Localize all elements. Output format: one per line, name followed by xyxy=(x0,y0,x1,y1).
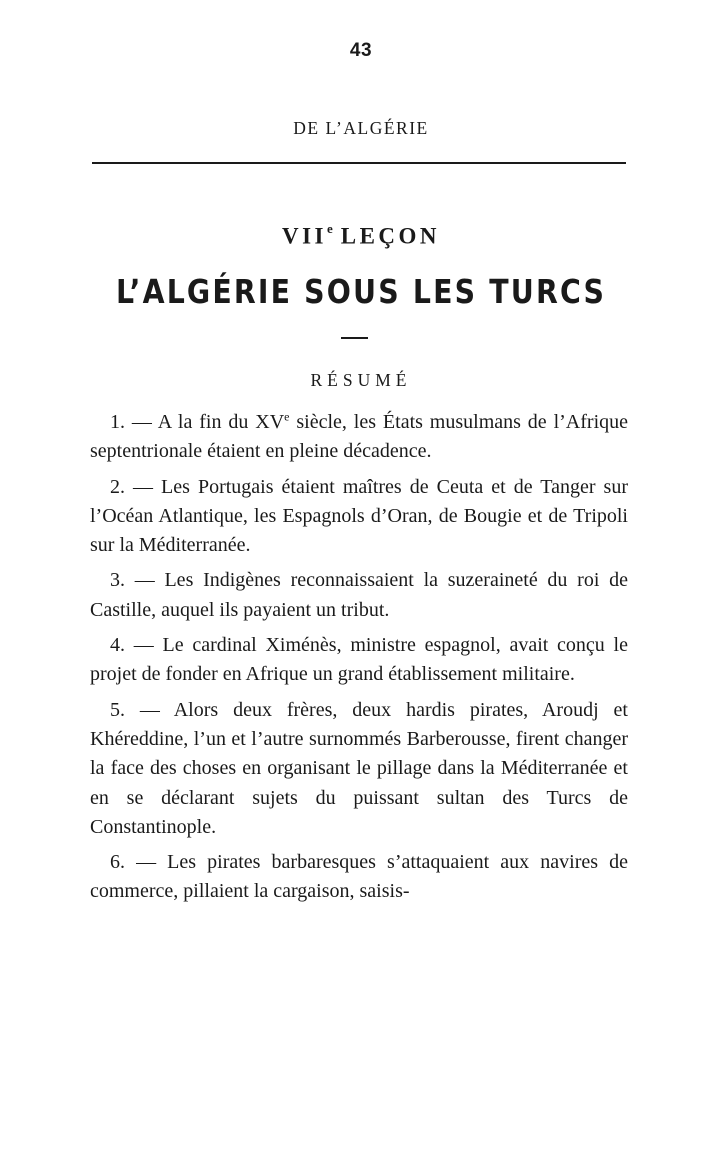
title-rule xyxy=(341,337,368,339)
paragraph-text: 6. — Les pirates barbaresques s’attaquaient aux navires de commerce, pillaient la cargaison, saisis- xyxy=(90,851,628,903)
lesson-word: LEÇON xyxy=(340,223,441,249)
lesson-title xyxy=(0,223,722,250)
header-rule xyxy=(92,162,626,164)
summary-paragraph-2 xyxy=(90,473,628,561)
summary-paragraph-1 xyxy=(90,408,628,467)
paragraph-text: 2. — Les Portugais étaient maîtres de Ceuta et de Tanger sur l’Océan Atlantique, les Espagnols d’Oran, de Bougie et de Tripoli sur la Méditerranée. xyxy=(90,475,628,557)
century-suffix: e xyxy=(284,409,290,424)
summary-paragraph-4 xyxy=(90,631,628,690)
paragraph-text: 5. — Alors deux frères, deux hardis pirates, Aroudj et Khéreddine, l’un et l’autre surnommés Barberousse, firent changer la face des choses en organisant le pillage dans la Méditerranée et en se déclarant sujets du puissant sultan des Turcs de Constantinople. xyxy=(90,698,628,838)
running-head: DE L’ALGÉRIE xyxy=(293,118,429,138)
summary-text xyxy=(90,408,628,913)
page-number: 43 xyxy=(349,40,373,61)
paragraph-text: 1. — A la fin du XV xyxy=(110,411,285,433)
lesson-numeral: VII xyxy=(281,223,327,249)
summary-paragraph-5 xyxy=(90,696,628,842)
section-heading: RÉSUMÉ xyxy=(310,370,412,390)
paragraph-text-cont: siècle, les États musulmans de l’Afrique septentrionale étaient en pleine décadence. xyxy=(90,411,628,463)
lesson-numeral-suffix: e xyxy=(326,221,333,236)
summary-paragraph-3 xyxy=(90,566,628,625)
paragraph-text: 3. — Les Indigènes reconnaissaient la suzeraineté du roi de Castille, auquel ils payaient un tribut. xyxy=(90,569,628,621)
chapter-title: L’ALGÉRIE SOUS LES TURCS xyxy=(115,272,607,311)
paragraph-text: 4. — Le cardinal Ximénès, ministre espagnol, avait conçu le projet de fonder en Afrique un grand établissement militaire. xyxy=(90,634,628,686)
summary-paragraph-6 xyxy=(90,848,628,907)
